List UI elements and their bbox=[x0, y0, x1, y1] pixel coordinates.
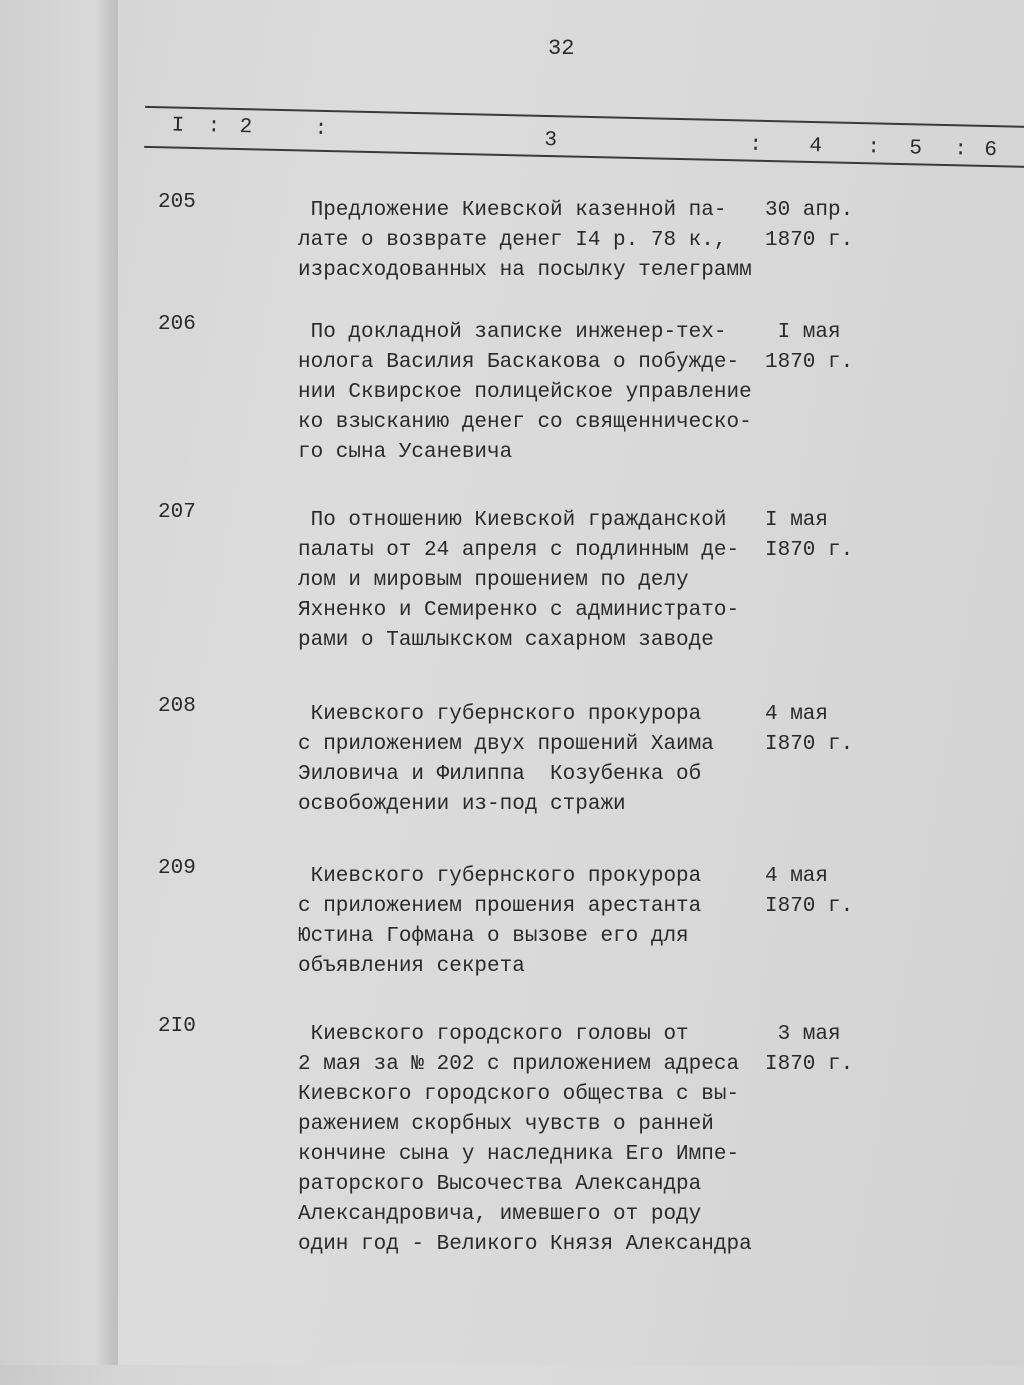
date-line: I мая bbox=[765, 509, 829, 532]
date-line: 30 апр. bbox=[765, 199, 854, 222]
entry-number: 209 bbox=[158, 857, 196, 880]
date-line: 3 мая bbox=[765, 1023, 841, 1046]
header-rule-bottom bbox=[144, 146, 1024, 168]
date-line: I мая bbox=[765, 321, 841, 344]
date-line: 1870 г. bbox=[765, 351, 854, 374]
entry-date bbox=[765, 196, 853, 256]
entry-description bbox=[298, 318, 752, 468]
header-col-3: 3 bbox=[544, 128, 558, 153]
description-line: лом и мировым прошением по делу bbox=[298, 569, 689, 592]
header-sep: : bbox=[954, 138, 968, 162]
description-line: с приложением двух прошений Хаима bbox=[298, 733, 714, 756]
description-line: Киевского городского общества с вы- bbox=[298, 1083, 740, 1106]
description-line: Киевского городского головы от bbox=[298, 1023, 689, 1046]
date-line: I870 г. bbox=[765, 539, 854, 562]
entry-description bbox=[298, 196, 752, 286]
header-col-4: 4 bbox=[809, 134, 823, 159]
description-line: лате о возврате денег I4 р. 78 к., bbox=[298, 229, 727, 252]
description-line: По отношению Киевской гражданской bbox=[298, 509, 727, 532]
description-line: израсходованных на посылку телеграмм bbox=[298, 259, 752, 282]
header-col-1: I bbox=[171, 114, 185, 138]
header-sep: : bbox=[314, 117, 328, 142]
description-line: Киевского губернского прокурора bbox=[298, 865, 702, 888]
entry-number: 205 bbox=[158, 191, 196, 214]
date-line: I870 г. bbox=[765, 1053, 854, 1076]
description-line: рами о Ташлыкском сахарном заводе bbox=[298, 629, 714, 652]
header-rule-top bbox=[145, 106, 1024, 128]
header-col-2: 2 bbox=[239, 116, 253, 140]
entry-date bbox=[765, 862, 853, 922]
description-line: го сына Усаневича bbox=[298, 441, 513, 464]
description-line: 2 мая за № 202 с приложением адреса bbox=[298, 1053, 740, 1076]
description-line: нии Сквирское полицейское управление bbox=[298, 381, 752, 404]
description-line: ко взысканию денег со священническо- bbox=[298, 411, 752, 434]
description-line: палаты от 24 апреля с подлинным де- bbox=[298, 539, 740, 562]
header-sep: : bbox=[867, 136, 881, 160]
entry-description bbox=[298, 700, 714, 820]
entry-date bbox=[765, 700, 853, 760]
description-line: один год - Великого Князя Александра bbox=[298, 1233, 752, 1256]
description-line: нолога Василия Баскакова о побужде- bbox=[298, 351, 740, 374]
entry-date bbox=[765, 318, 853, 378]
description-line: Киевского губернского прокурора bbox=[298, 703, 702, 726]
description-line: объявления секрета bbox=[298, 955, 525, 978]
date-line: 4 мая bbox=[765, 865, 829, 888]
description-line: Эиловича и Филиппа Козубенка об bbox=[298, 763, 702, 786]
description-line: с приложением прошения арестанта bbox=[298, 895, 702, 918]
description-line: раторского Высочества Александра bbox=[298, 1173, 702, 1196]
date-line: 1870 г. bbox=[765, 229, 854, 252]
entry-number: 207 bbox=[158, 501, 196, 524]
description-line: ражением скорбных чувств о ранней bbox=[298, 1113, 714, 1136]
entry-number: 206 bbox=[158, 313, 196, 336]
description-line: По докладной записке инженер-тех- bbox=[298, 321, 727, 344]
date-line: 4 мая bbox=[765, 703, 829, 726]
description-line: Юстина Гофмана о вызове его для bbox=[298, 925, 689, 948]
header-sep: : bbox=[749, 133, 763, 157]
header-col-6: 6 bbox=[984, 138, 998, 163]
entry-description bbox=[298, 862, 701, 982]
date-line: I870 г. bbox=[765, 733, 854, 756]
header-col-5: 5 bbox=[909, 137, 923, 161]
header-sep: : bbox=[207, 115, 221, 139]
description-line: освобождении из-под стражи bbox=[298, 793, 626, 816]
entry-description bbox=[298, 1020, 752, 1260]
entry-description bbox=[298, 506, 739, 656]
entry-date bbox=[765, 506, 853, 566]
page-number: 32 bbox=[548, 36, 575, 61]
description-line: Яхненко и Семиренко с администрато- bbox=[298, 599, 740, 622]
description-line: кончине сына у наследника Его Импе- bbox=[298, 1143, 740, 1166]
description-line: Предложение Киевской казенной па- bbox=[298, 199, 727, 222]
entry-date bbox=[765, 1020, 853, 1080]
entry-number: 208 bbox=[158, 695, 196, 718]
date-line: I870 г. bbox=[765, 895, 854, 918]
description-line: Александровича, имевшего от роду bbox=[298, 1203, 702, 1226]
entry-number: 2I0 bbox=[158, 1015, 196, 1038]
